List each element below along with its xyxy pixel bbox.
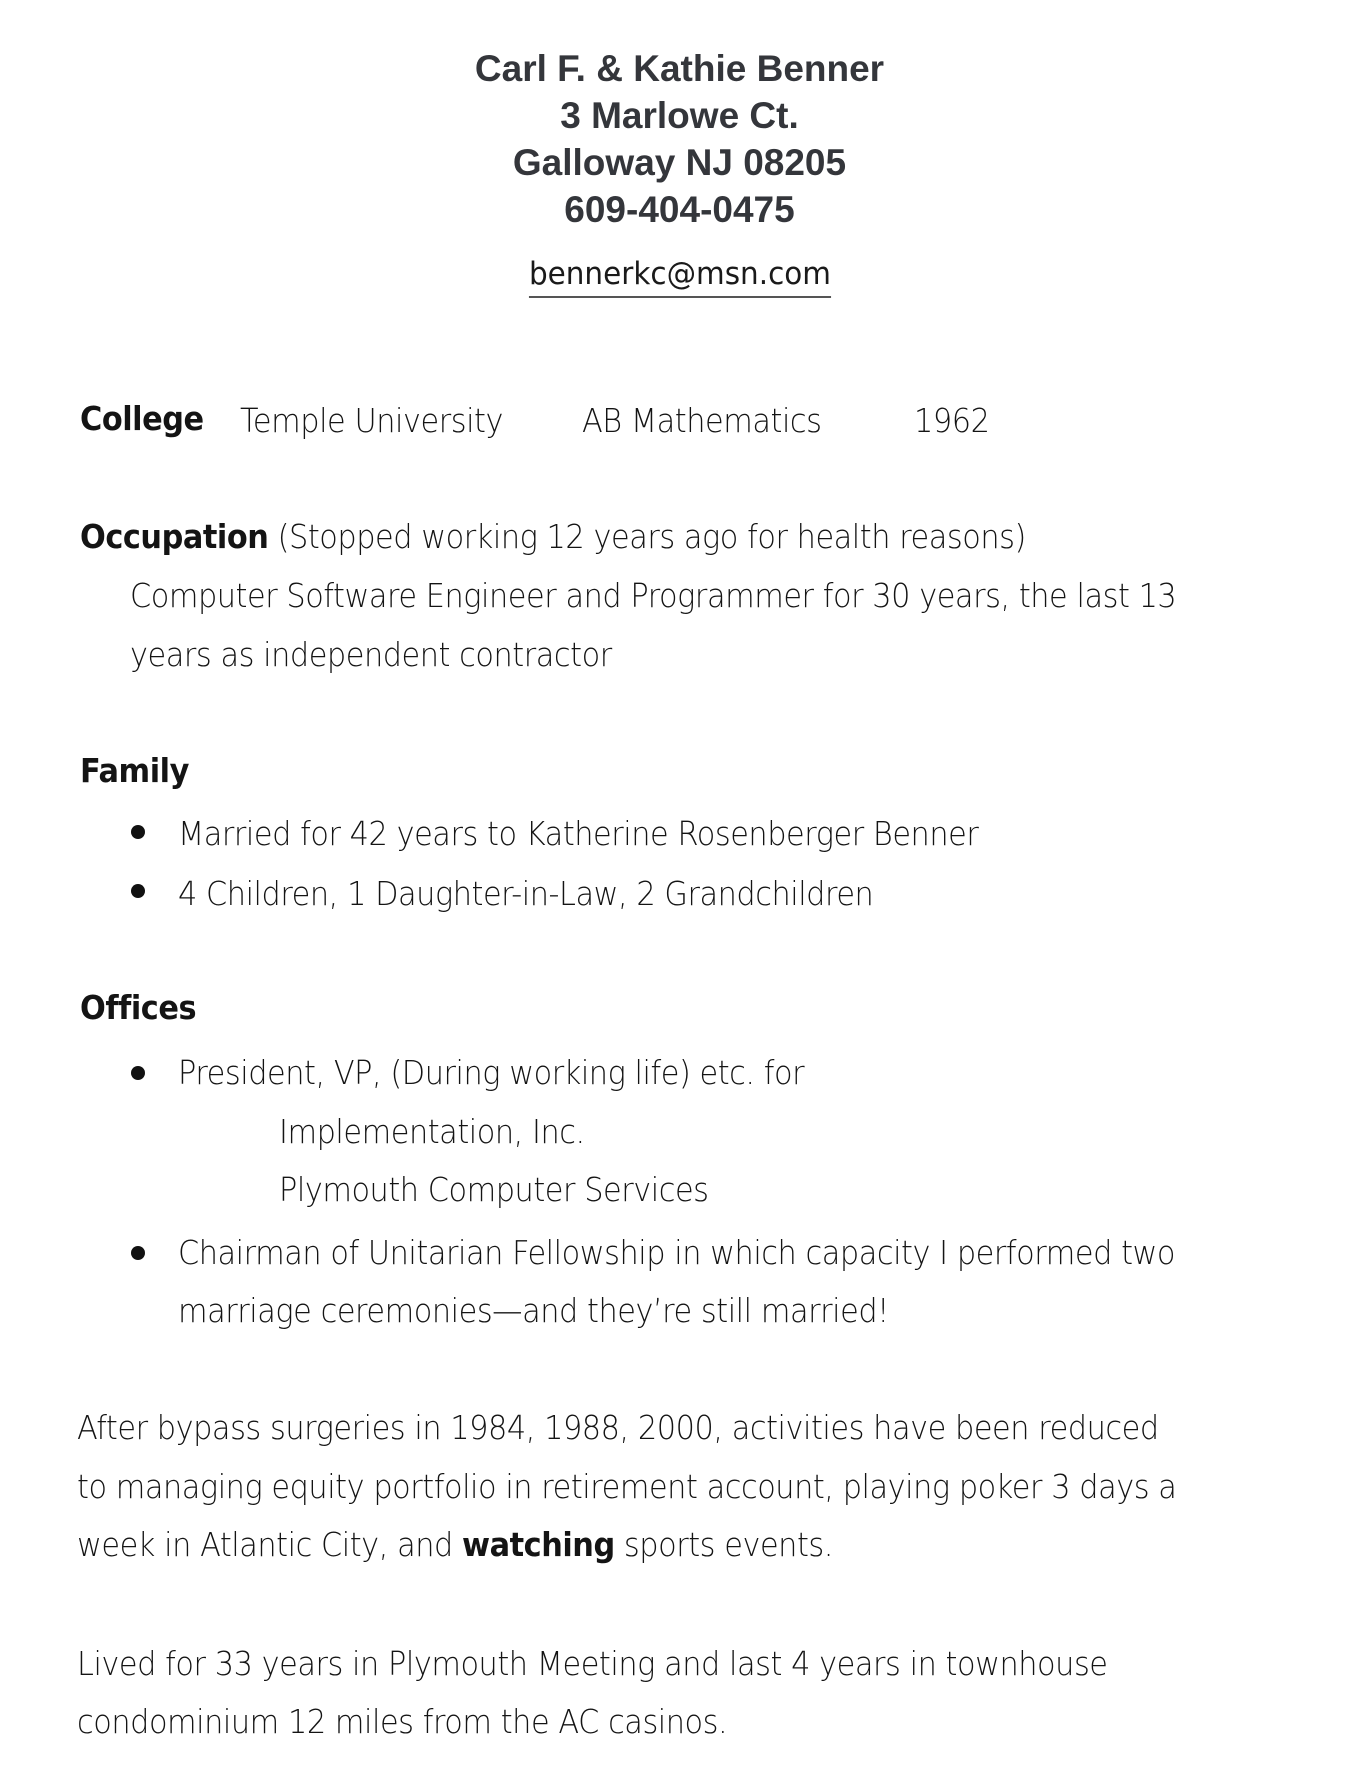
activities-text: sports events. <box>614 1525 833 1564</box>
residence-line: Lived for 33 years in Plymouth Meeting and last 4 years in townhouse <box>77 1644 1108 1683</box>
activities-bold-word: watching <box>462 1525 615 1564</box>
college-school: Temple University <box>240 401 504 440</box>
names: Carl F. & Kathie Benner <box>474 48 885 89</box>
residence-line: condominium 12 miles from the AC casinos. <box>77 1702 728 1741</box>
bullet-icon <box>131 825 145 839</box>
family-item: 4 Children, 1 Daughter-in-Law, 2 Grandchildren <box>178 874 874 913</box>
phone-number: 609-404-0475 <box>564 189 795 230</box>
offices-item-continuation: marriage ceremonies—and they’re still married! <box>178 1291 889 1330</box>
occupation-label: Occupation <box>80 517 269 556</box>
occupation-note: (Stopped working 12 years ago for health reasons) <box>277 517 1026 556</box>
activities-line <box>77 1522 833 1568</box>
occupation-line: Computer Software Engineer and Programmer for 30 years, the last 13 <box>130 576 1177 615</box>
college-label: College <box>80 399 204 438</box>
occupation-line: years as independent contractor <box>130 635 612 674</box>
offices-label: Offices <box>80 988 197 1027</box>
company-name: Implementation, Inc. <box>279 1112 585 1151</box>
email-row <box>0 254 1359 298</box>
street-address: 3 Marlowe Ct. <box>560 95 799 136</box>
bullet-icon <box>131 884 145 898</box>
activities-line: After bypass surgeries in 1984, 1988, 2000, activities have been reduced <box>77 1408 1159 1447</box>
family-label: Family <box>80 751 189 790</box>
activities-line: to managing equity portfolio in retirement account, playing poker 3 days a <box>77 1467 1177 1506</box>
family-item: Married for 42 years to Katherine Rosenberger Benner <box>178 814 979 853</box>
bullet-icon <box>131 1246 145 1260</box>
city-state-zip: Galloway NJ 08205 <box>512 142 847 183</box>
email-link[interactable]: bennerkc@msn.com <box>528 254 830 298</box>
offices-item: Chairman of Unitarian Fellowship in which capacity I performed two <box>178 1233 1176 1272</box>
occupation-heading <box>80 514 1026 560</box>
bullet-icon <box>131 1066 145 1080</box>
college-degree: AB Mathematics <box>582 401 822 440</box>
offices-item: President, VP, (During working life) etc. for <box>178 1053 805 1092</box>
company-name: Plymouth Computer Services <box>279 1170 709 1209</box>
activities-text: week in Atlantic City, and <box>77 1525 463 1564</box>
college-year: 1962 <box>914 401 990 440</box>
